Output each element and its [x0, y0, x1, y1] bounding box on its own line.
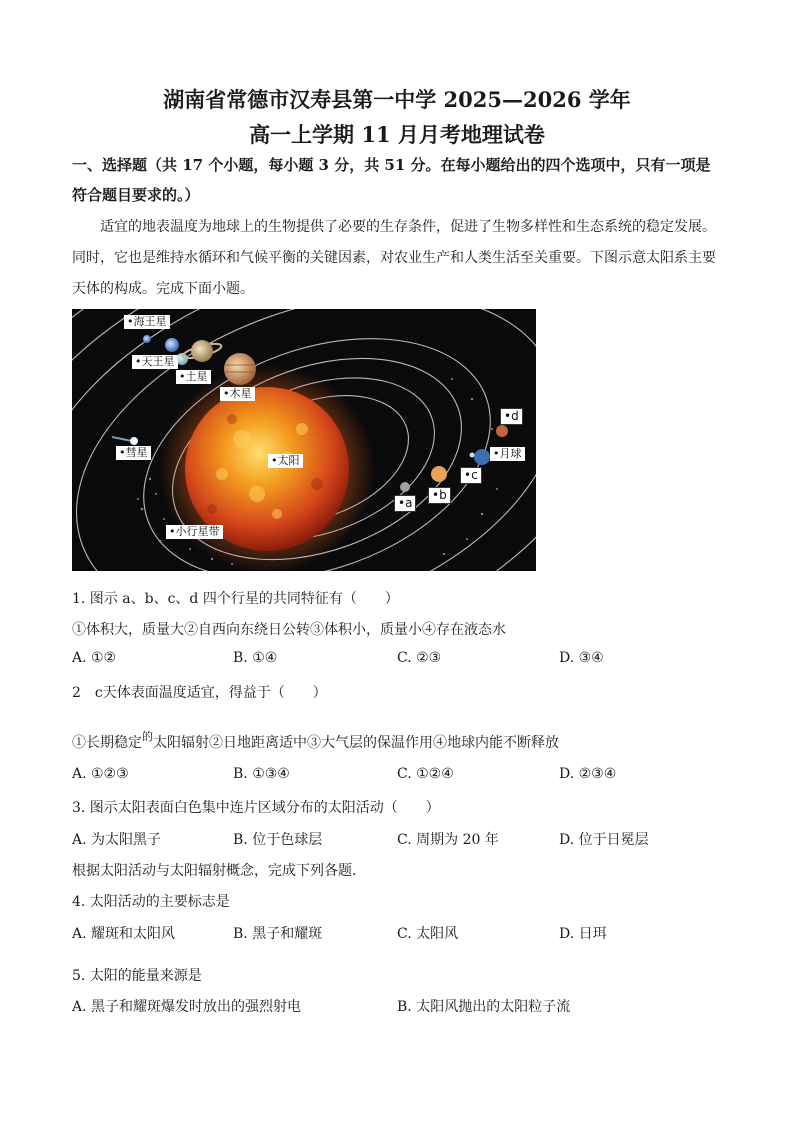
q2-option-b[interactable]: B. ①③④	[233, 766, 290, 782]
q2-option-d[interactable]: D. ②③④	[559, 766, 617, 782]
label-saturn: •土星	[176, 370, 211, 384]
label-a: •a	[394, 495, 416, 512]
label-c: •c	[460, 467, 482, 484]
label-jupiter: •木星	[220, 387, 255, 401]
intro-paragraph: 适宜的地表温度为地球上的生物提供了必要的生存条件，促进了生物多样性和生态系统的稳定发展。同时，它也是维持水循环和气候平衡的关键因素，对农业生产和人类生活至关重要。下图示意太阳系主要天体的构成。完成下面小题。	[72, 219, 716, 297]
q1-option-a[interactable]: A. ①②	[72, 650, 117, 666]
q3-option-a[interactable]: A. 为太阳黑子	[72, 832, 162, 848]
q2-option-a[interactable]: A. ①②③	[72, 766, 129, 782]
label-comet: •彗星	[116, 446, 151, 460]
page-title-line1: 湖南省常德市汉寿县第一中学 2025—2026 学年	[163, 87, 631, 112]
q2-statements	[72, 732, 559, 752]
q1-stem: 1. 图示 a、b、c、d 四个行星的共同特征有（ ）	[72, 591, 399, 607]
group-intro: 根据太阳活动与太阳辐射概念，完成下列各题．	[72, 863, 366, 879]
q2-statements-sup: 的	[142, 730, 153, 743]
q4-option-c[interactable]: C. 太阳风	[397, 926, 459, 942]
q3-stem: 3. 图示太阳表面白色集中连片区域分布的太阳活动（ ）	[72, 800, 440, 816]
q1-statements: ①体积大，质量大②自西向东绕日公转③体积小，质量小④存在液态水	[72, 622, 506, 638]
label-neptune: •海王星	[124, 315, 170, 329]
q2-statements-post: 太阳辐射②日地距离适中③大气层的保温作用④地球内能不断释放	[153, 735, 559, 751]
q3-option-c[interactable]: C. 周期为 20 年	[397, 832, 499, 848]
label-asteroid-belt: •小行星带	[166, 525, 223, 539]
q3-option-d[interactable]: D. 位于日冕层	[559, 832, 649, 848]
page-title-line2: 高一上学期 11 月月考地理试卷	[249, 122, 545, 147]
q1-option-c[interactable]: C. ②③	[397, 650, 442, 666]
section-heading: 一、选择题（共 17 个小题，每小题 3 分，共 51 分。在每小题给出的四个选项中，只有一项是符合题目要求的。）	[72, 156, 711, 204]
label-uranus: •天王星	[132, 355, 178, 369]
q4-option-d[interactable]: D. 日珥	[559, 926, 607, 942]
q2-option-c[interactable]: C. ①②④	[397, 766, 454, 782]
q3-option-b[interactable]: B. 位于色球层	[233, 832, 323, 848]
label-b: •b	[428, 487, 451, 504]
q1-option-b[interactable]: B. ①④	[233, 650, 278, 666]
label-moon: •月球	[490, 447, 525, 461]
q5-option-a[interactable]: A. 黑子和耀斑爆发时放出的强烈射电	[72, 999, 302, 1015]
q2-statements-pre: ①长期稳定	[72, 735, 142, 751]
label-sun: •太阳	[268, 454, 303, 468]
q1-option-d[interactable]: D. ③④	[559, 650, 604, 666]
solar-system-illustration	[72, 309, 536, 571]
q5-option-b[interactable]: B. 太阳风抛出的太阳粒子流	[397, 999, 571, 1015]
q4-option-b[interactable]: B. 黑子和耀斑	[233, 926, 323, 942]
solar-system-figure	[72, 309, 536, 571]
label-d: •d	[500, 408, 523, 425]
q5-stem: 5. 太阳的能量来源是	[72, 968, 202, 984]
q4-option-a[interactable]: A. 耀斑和太阳风	[72, 926, 176, 942]
q4-stem: 4. 太阳活动的主要标志是	[72, 894, 230, 910]
q2-stem: 2 c天体表面温度适宜，得益于（ ）	[72, 685, 327, 701]
